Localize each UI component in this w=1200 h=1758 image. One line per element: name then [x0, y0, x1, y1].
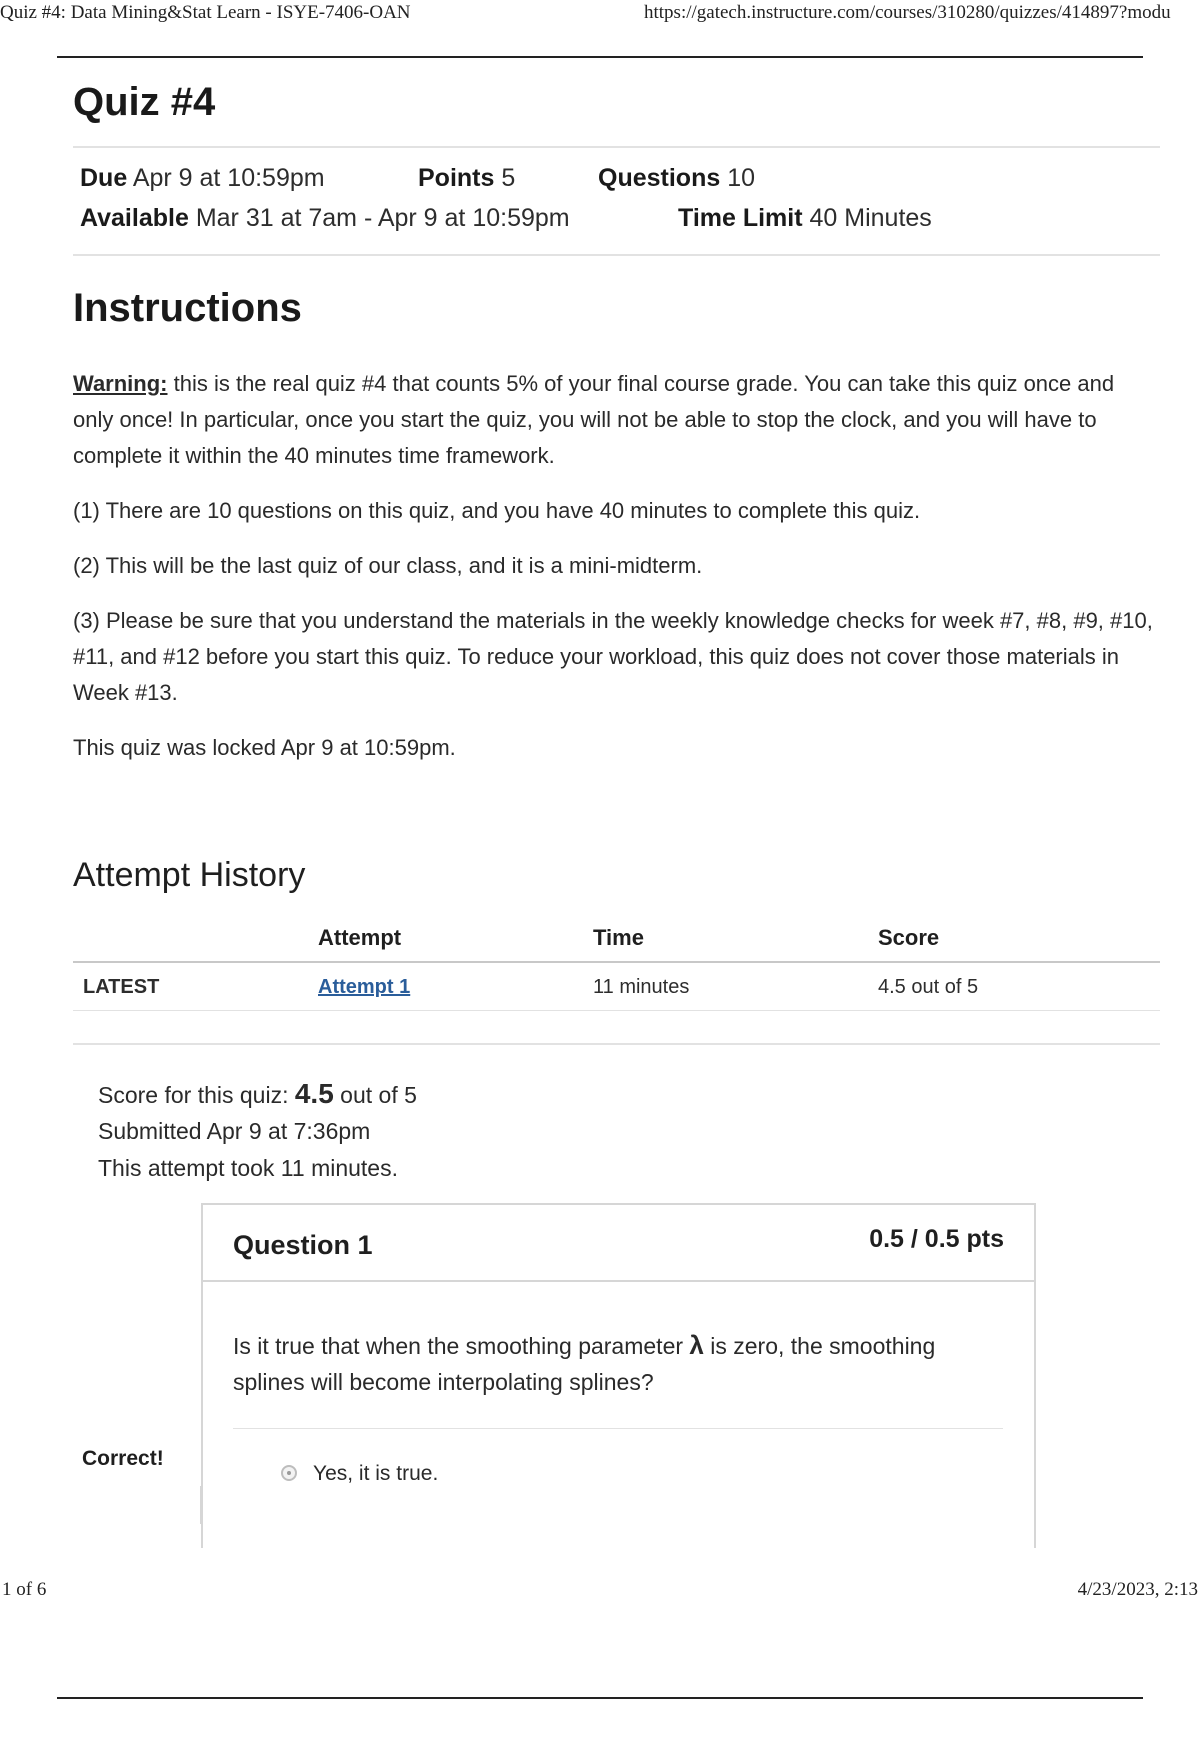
due-label: Due	[80, 164, 128, 192]
page-title: Quiz #4	[73, 80, 216, 124]
print-footer	[0, 1579, 1200, 1603]
question-header	[203, 1205, 1034, 1282]
warning-text: this is the real quiz #4 that counts 5% of your final course grade. You can take this quiz once and only once! In particular, once you start the quiz, you will not be able to stop the clock, and you will have to complete it within the 40 minutes time framework.	[73, 371, 1115, 468]
divider	[73, 146, 1160, 148]
questions-meta	[598, 164, 755, 193]
question-text	[233, 1327, 993, 1400]
column-header-score: Score	[878, 925, 940, 950]
answer-radio[interactable]	[281, 1465, 297, 1481]
print-datetime: 4/23/2023, 2:13	[1077, 1579, 1198, 1600]
warning-label: Warning:	[73, 371, 168, 396]
quiz-meta-row-1	[80, 164, 325, 193]
question-points: 0.5 / 0.5 pts	[869, 1225, 1004, 1253]
points-meta	[418, 164, 515, 193]
score-prefix: Score for this quiz:	[98, 1082, 295, 1108]
divider	[73, 254, 1160, 256]
instructions-heading: Instructions	[73, 286, 302, 330]
time-limit-label: Time Limit	[678, 204, 803, 232]
warning-paragraph	[73, 366, 1153, 474]
questions-value: 10	[727, 164, 756, 192]
lambda-symbol: λ	[689, 1330, 704, 1360]
column-header-attempt: Attempt	[318, 925, 402, 950]
column-header-time: Time	[593, 925, 644, 950]
questions-label: Questions	[598, 164, 721, 192]
answer-divider	[233, 1428, 1003, 1429]
question-card	[201, 1203, 1036, 1548]
correct-indicator: Correct!	[82, 1447, 164, 1470]
submitted-line: Submitted Apr 9 at 7:36pm	[98, 1118, 371, 1144]
instruction-item-2: (2) This will be the last quiz of our class, and it is a mini-midterm.	[73, 553, 703, 578]
print-header	[0, 0, 1200, 26]
table-row-time: 11 minutes	[593, 976, 690, 998]
score-value: 4.5	[294, 1078, 334, 1109]
top-divider	[57, 56, 1143, 58]
page-break-area	[73, 1586, 1200, 1758]
duration-line: This attempt took 11 minutes.	[98, 1155, 398, 1181]
answer-label: Yes, it is true.	[313, 1462, 439, 1485]
page-number: 1 of 6	[2, 1579, 47, 1600]
instruction-item-1: (1) There are 10 questions on this quiz, and you have 40 minutes to complete this quiz.	[73, 498, 921, 523]
bottom-divider	[57, 1697, 1143, 1699]
attempt-history-heading: Attempt History	[73, 856, 306, 894]
points-label: Points	[418, 164, 495, 192]
table-row-score: 4.5 out of 5	[878, 976, 979, 998]
attempt-1-link[interactable]: Attempt 1	[318, 976, 411, 998]
table-divider	[73, 1010, 1160, 1011]
table-header-divider	[73, 961, 1160, 963]
quiz-score-line	[98, 1078, 417, 1110]
question-text-part-1: Is it true that when the smoothing parameter	[233, 1333, 690, 1359]
due-value: Apr 9 at 10:59pm	[132, 164, 325, 192]
time-limit-meta	[678, 204, 932, 233]
quiz-meta-row-2	[80, 204, 570, 233]
latest-badge: LATEST	[83, 976, 160, 998]
available-label: Available	[80, 204, 189, 232]
table-row-attempt	[318, 976, 410, 999]
available-value: Mar 31 at 7am - Apr 9 at 10:59pm	[195, 204, 570, 232]
card-border-fragment	[200, 1486, 202, 1524]
print-page-title: Quiz #4: Data Mining&Stat Learn - ISYE-7406-OAN	[0, 2, 411, 23]
question-text-part-2: is zero, the smoothing splines will become interpolating splines?	[233, 1333, 936, 1395]
time-limit-value: 40 Minutes	[809, 204, 932, 232]
divider	[73, 1043, 1160, 1045]
question-title: Question 1	[233, 1230, 373, 1260]
locked-notice: This quiz was locked Apr 9 at 10:59pm.	[73, 735, 456, 760]
score-suffix: out of 5	[333, 1082, 417, 1108]
instruction-item-3: (3) Please be sure that you understand the materials in the weekly knowledge checks for week #7, #8, #9, #10, #11, and #12 before you start this quiz. To reduce your workload, this quiz does not cover those materials in Week #13.	[73, 608, 1153, 705]
points-value: 5	[501, 164, 516, 192]
print-page-url: https://gatech.instructure.com/courses/310280/quizzes/414897?modu	[644, 2, 1171, 23]
